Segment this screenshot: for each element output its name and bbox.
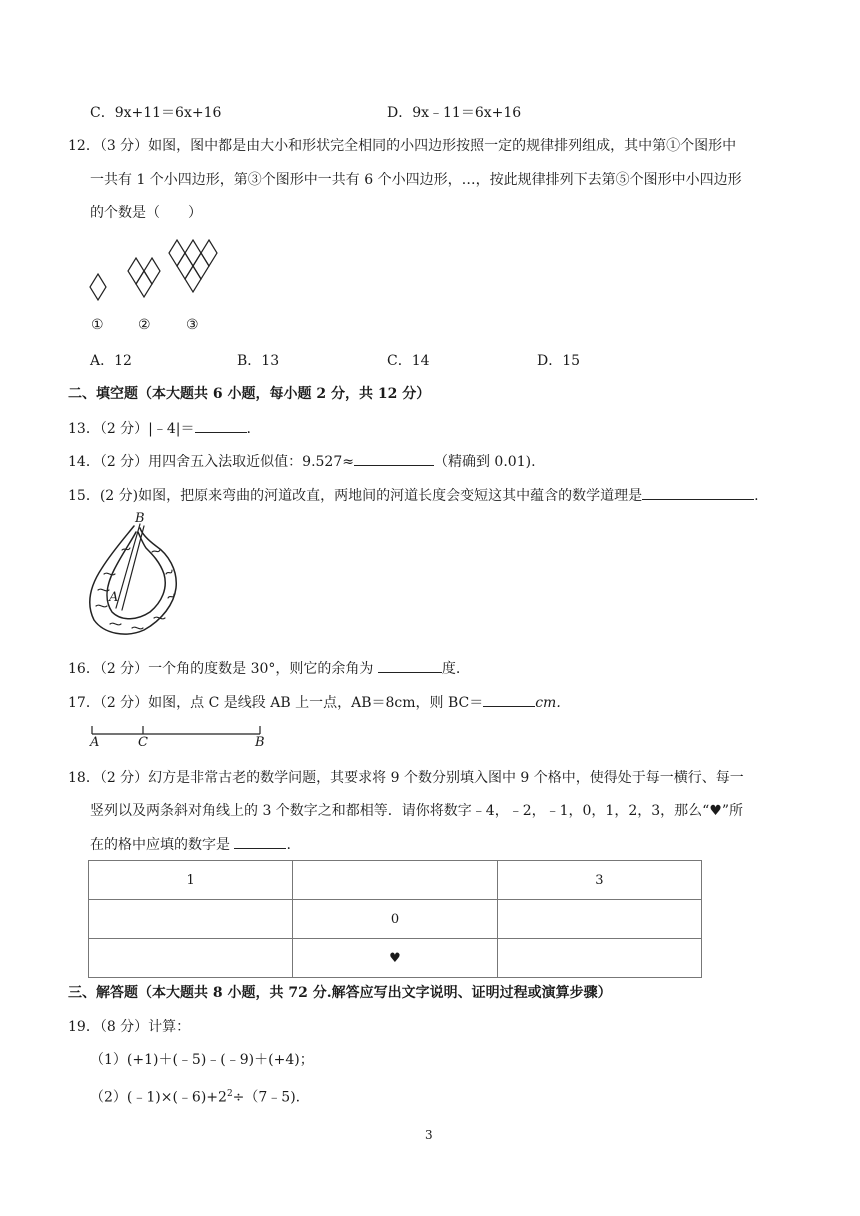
figure1-rhombus	[90, 274, 106, 300]
q12-line2: 一共有 1 个小四边形，第③个图形中一共有 6 个小四边形，…，按此规律排列下去第⑤个图形中小四边形	[90, 172, 742, 188]
q16-suffix: 度.	[441, 661, 461, 677]
figure2-rhombus	[136, 271, 152, 297]
grid-cell: 3	[497, 861, 701, 900]
river-inner-bank	[107, 532, 165, 619]
figure3-rhombus	[169, 240, 185, 266]
q15-label-b: B	[135, 511, 145, 526]
q15-river-figure	[82, 508, 182, 644]
q17-segment-figure	[88, 722, 268, 738]
page-number: 3	[425, 1128, 433, 1142]
q16	[68, 658, 460, 679]
q12-figure-label-1: ①	[91, 317, 104, 333]
magic-square-grid	[88, 860, 702, 978]
q18-line3-text: 在的格中应填的数字是	[90, 837, 235, 853]
q18-line1: 18．（2 分）幻方是非常古老的数学问题，其要求将 9 个数分别填入图中 9 个格中，使得处于每一横行、每一	[68, 770, 744, 786]
q14-answer-blank[interactable]	[354, 451, 434, 466]
figure3-rhombus	[193, 253, 209, 279]
table-row	[89, 900, 702, 939]
q16-answer-blank[interactable]	[378, 658, 442, 673]
section2-heading: 二、填空题（本大题共 6 小题，每小题 2 分，共 12 分）	[68, 386, 431, 402]
q19-exponent: 2	[226, 1089, 233, 1099]
q12-rhombus-figures	[84, 236, 234, 308]
q12-option-d: D．15	[537, 353, 581, 369]
grid-cell	[497, 900, 701, 939]
q11-option-d: D．9x﹣11＝6x+16	[387, 105, 522, 121]
q12-option-a: A．12	[90, 353, 132, 369]
q12-figure-label-2: ②	[138, 317, 151, 333]
figure2-rhombus	[128, 258, 144, 284]
q19-part2-text: （2）(﹣1)×(﹣6)+2	[90, 1089, 227, 1106]
q17	[68, 692, 561, 713]
q17-suffix: cm.	[535, 695, 561, 711]
q16-text: 16．（2 分）一个角的度数是 30°，则它的余角为	[68, 661, 378, 677]
grid-cell	[89, 900, 293, 939]
q17-label-b: B	[255, 735, 265, 750]
q13-text: 13．（2 分）|﹣4|＝	[68, 421, 195, 437]
q17-label-c: C	[138, 735, 148, 750]
q15-answer-blank[interactable]	[642, 485, 754, 500]
q17-label-a: A	[90, 735, 100, 750]
q19-title: 19．（8 分）计算：	[68, 1019, 191, 1035]
heart-cell: ♥	[293, 939, 497, 978]
q15-text: 15．(2 分)如图，把原来弯曲的河道改直，两地间的河道长度会变短这其中蕴含的数学道理是	[68, 488, 643, 504]
q17-text: 17．（2 分）如图，点 C 是线段 AB 上一点，AB＝8cm，则 BC＝	[68, 695, 484, 711]
q13	[68, 418, 251, 439]
q14-suffix: （精确到 0.01).	[433, 454, 536, 470]
figure3-rhombus	[177, 253, 193, 279]
table-row	[89, 939, 702, 978]
q12-option-b: B．13	[237, 353, 280, 369]
q18-answer-blank[interactable]	[234, 834, 286, 849]
grid-cell	[293, 861, 497, 900]
q18-line3	[90, 834, 291, 855]
q15-suffix: .	[754, 488, 759, 504]
q12-line3: 的个数是（ ）	[90, 205, 202, 221]
q11-option-c: C．9x+11＝6x+16	[90, 105, 222, 121]
q15	[68, 485, 759, 506]
q19-part2-suffix: ÷（7﹣5).	[232, 1089, 301, 1106]
q19-part2	[90, 1084, 300, 1108]
grid-cell	[497, 939, 701, 978]
figure3-rhombus	[185, 266, 201, 292]
q13-answer-blank[interactable]	[195, 418, 247, 433]
q12-option-c: C．14	[387, 353, 430, 369]
q14	[68, 451, 536, 472]
table-row	[89, 861, 702, 900]
q18-line2: 竖列以及两条斜对角线上的 3 个数字之和都相等．请你将数字﹣4，﹣2，﹣1，0，1，2，3，那么“♥”所	[90, 803, 744, 819]
figure2-rhombus	[144, 258, 160, 284]
q12-figure-label-3: ③	[186, 317, 199, 333]
grid-cell: 1	[89, 861, 293, 900]
q13-suffix: .	[246, 421, 251, 437]
grid-cell	[89, 939, 293, 978]
q18-line3-suffix: .	[286, 837, 291, 853]
q15-label-a: A	[109, 590, 119, 605]
q14-text: 14．（2 分）用四舍五入法取近似值：9.527≈	[68, 454, 354, 470]
grid-cell: 0	[293, 900, 497, 939]
q12-line1: 12．（3 分）如图，图中都是由大小和形状完全相同的小四边形按照一定的规律排列组成，其中第①个图形中	[68, 138, 737, 154]
figure3-rhombus	[185, 240, 201, 266]
section3-heading: 三、解答题（本大题共 8 小题，共 72 分.解答应写出文字说明、证明过程或演算步骤）	[68, 985, 612, 1001]
figure3-rhombus	[201, 240, 217, 266]
q19-part1: （1）(+1)＋(﹣5)﹣(﹣9)＋(+4)；	[90, 1052, 314, 1068]
q17-answer-blank[interactable]	[483, 692, 535, 707]
